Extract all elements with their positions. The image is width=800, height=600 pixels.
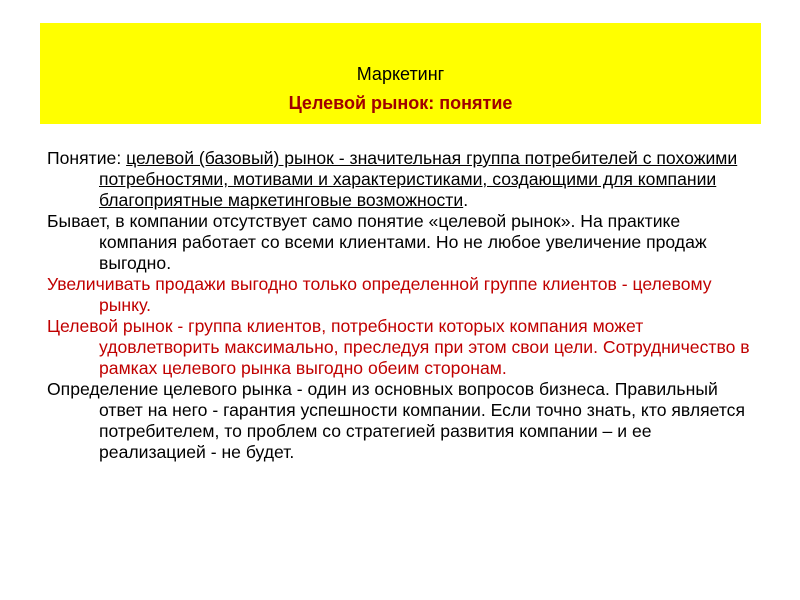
definition-prefix: Понятие: [47,148,127,168]
paragraph-definition [47,148,759,211]
slide-title: Маркетинг [356,64,445,84]
slide-body [47,148,759,463]
paragraph-sales-target: Увеличивать продажи выгодно только определенной группе клиентов - целевому рынку. [47,274,712,315]
paragraph-company-practice: Бывает, в компании отсутствует само понятие «целевой рынок». На практике компания работает со всеми клиентами. Но не любое увеличение продаж выгодно. [47,211,707,273]
definition-suffix: . [463,190,469,210]
paragraph-market-definition: Определение целевого рынка - один из основных вопросов бизнеса. Правильный ответ на него - гарантия успешности компании. Если точно знать, кто является потребителем, то проблем со стратегией развития компании – и ее реализацией - не будет. [47,379,746,462]
paragraph-target-market: Целевой рынок - группа клиентов, потребности которых компания может удовлетворить максимально, преследуя при этом свои цели. Сотрудничество в рамках целевого рынка выгодно обеим сторонам. [47,316,750,378]
definition-text: целевой (базовый) рынок - значительная группа потребителей с похожими потребностями, мотивами и характеристиками, создающими для компании благоприятные маркетинговые возможности [99,148,738,210]
slide-subtitle: Целевой рынок: понятие [288,93,513,113]
header-band [40,23,761,124]
